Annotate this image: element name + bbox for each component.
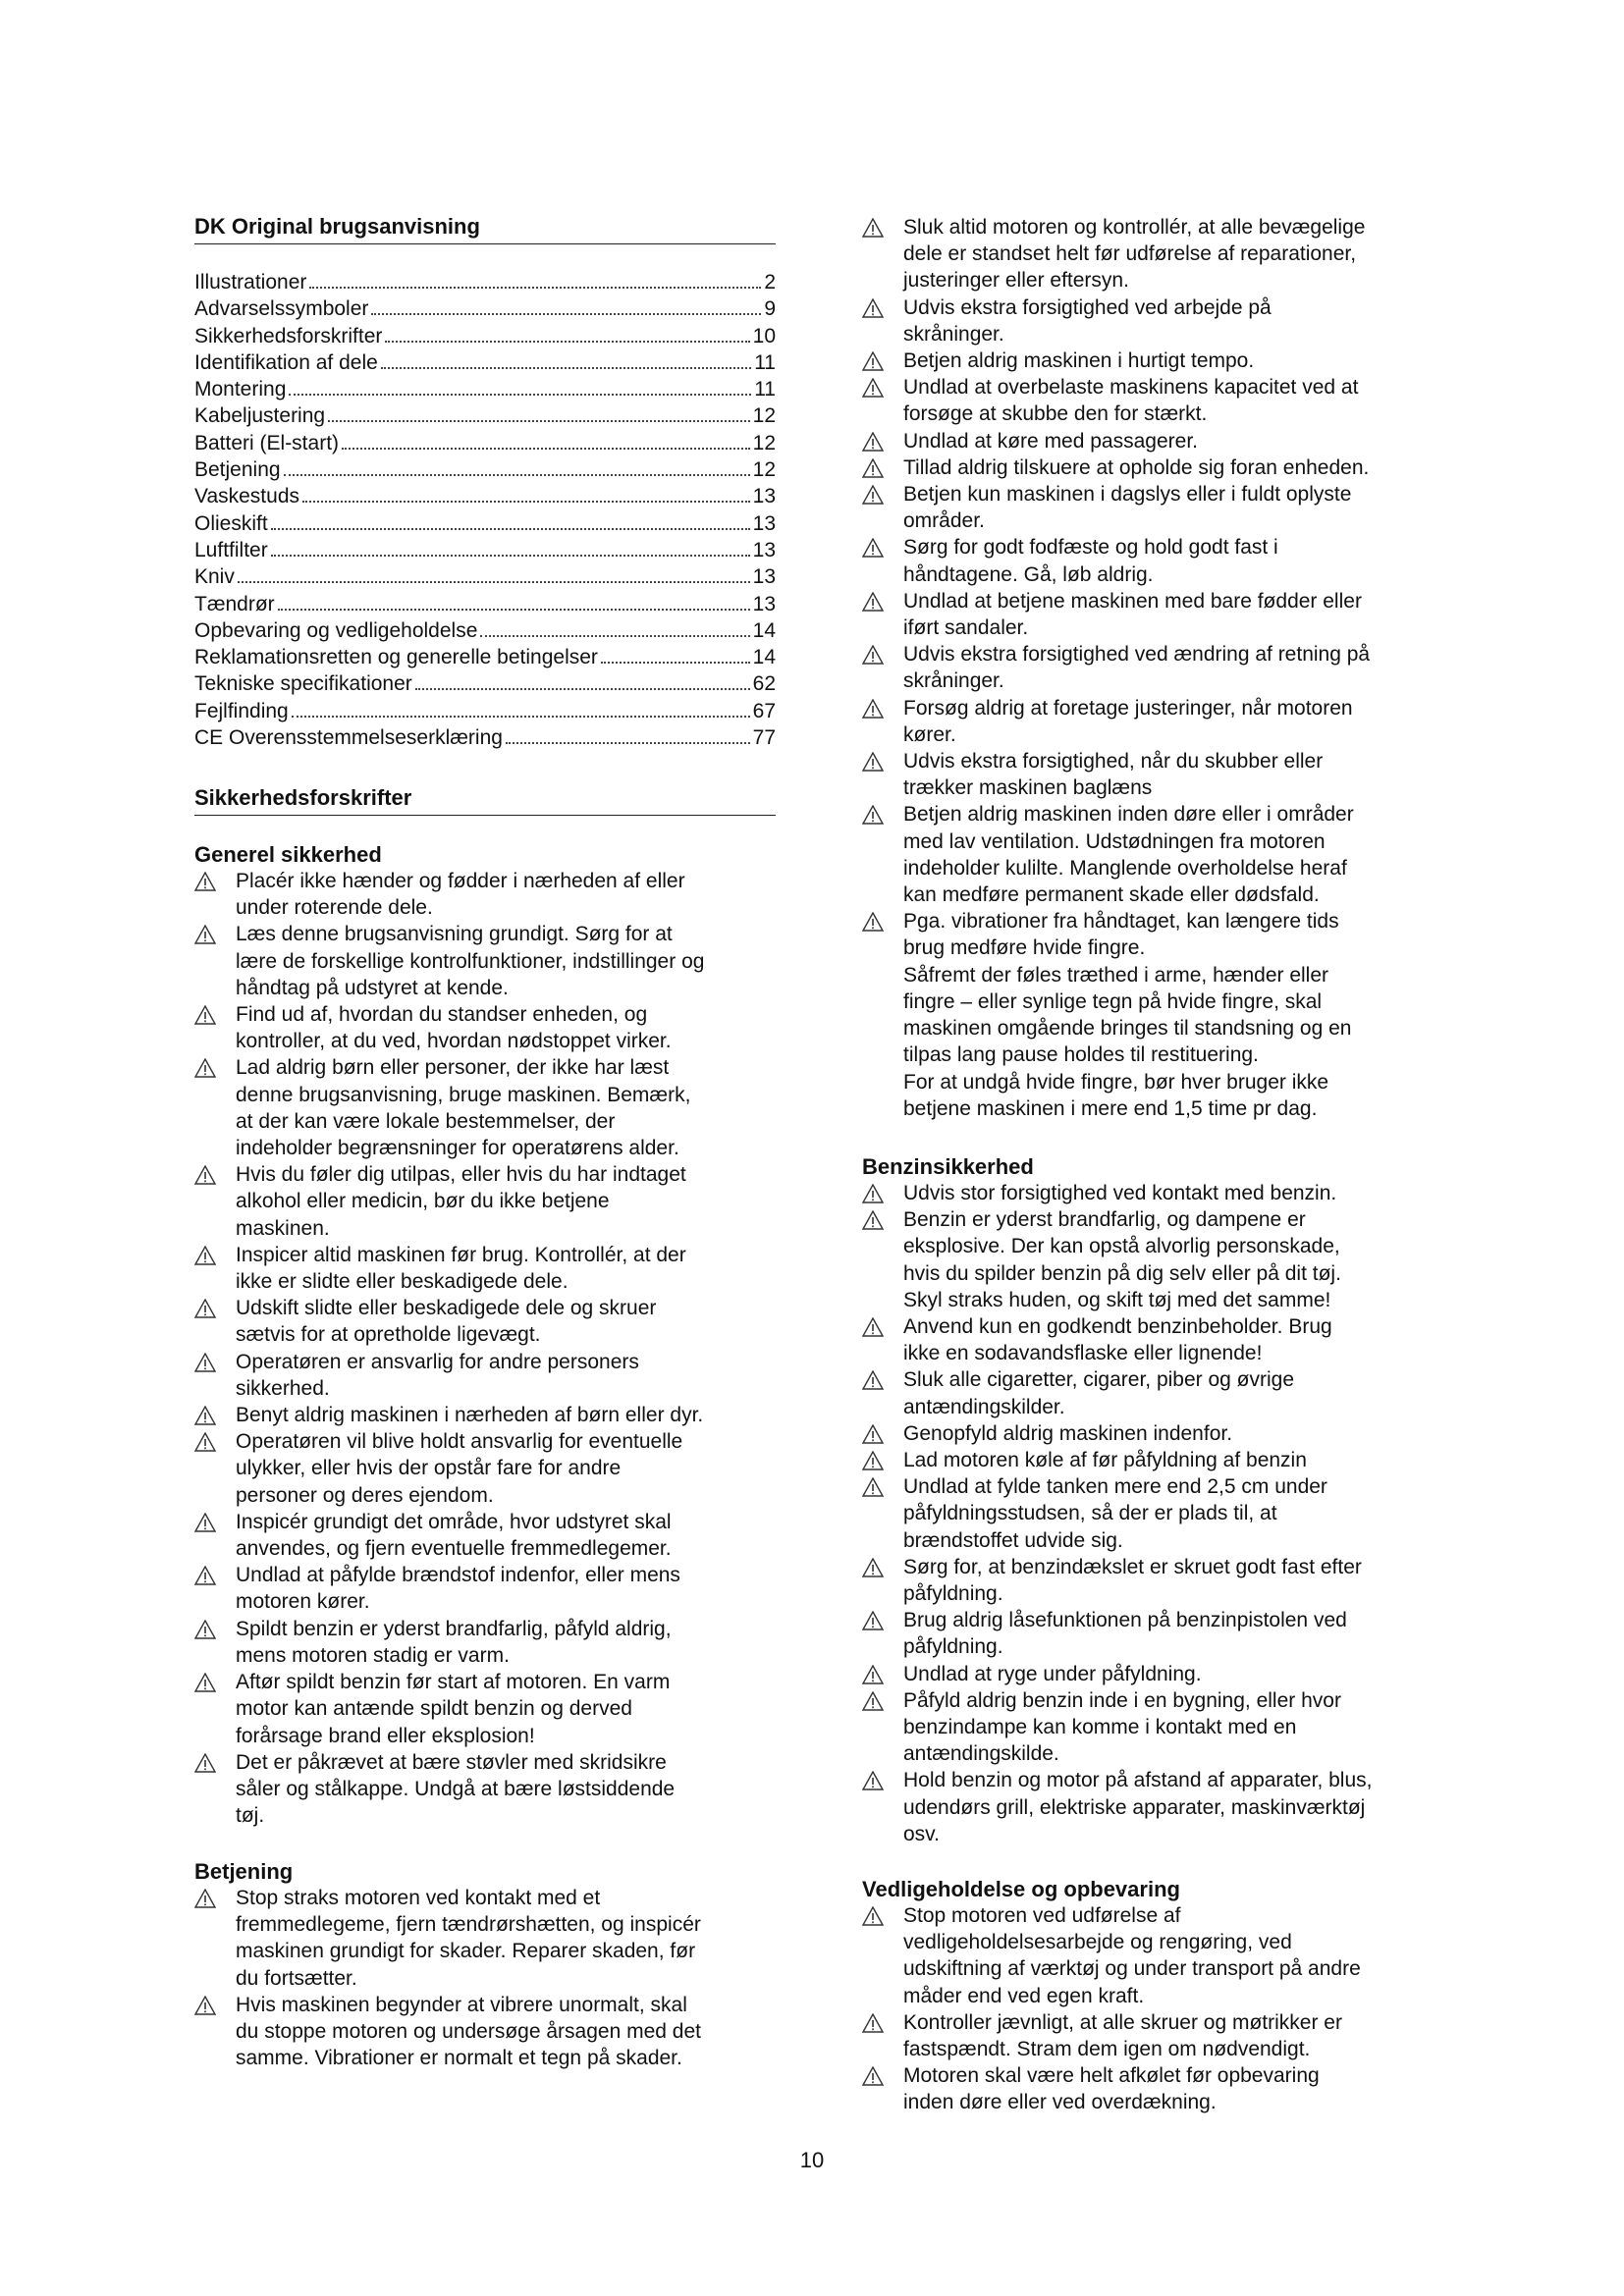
toc-page: 13 <box>752 511 776 535</box>
warning-text: Inspicer altid maskinen før brug. Kontrollér, at der ikke er slidte eller beskadigede dele. <box>236 1243 686 1294</box>
warning-text: Lad motoren køle af før påfyldning af benzin <box>903 1449 1307 1472</box>
warning-triangle-icon <box>862 351 884 371</box>
general-safety-title: Generel sikkerhed <box>194 842 382 867</box>
warning-triangle-icon <box>194 1165 216 1185</box>
toc-title: Betjening <box>194 458 281 482</box>
warning-item <box>194 1402 776 1428</box>
warning-triangle-icon <box>194 1246 216 1265</box>
toc-leader-dots <box>284 474 750 476</box>
warning-text: Stop motoren ved udførelse af vedligeholdelsesarbejde og rengøring, ved udskiftning af værktøj og under transport på andre måder end ved egen kraft. <box>903 1904 1361 2007</box>
warning-item <box>194 1054 776 1161</box>
toc-title: Vaskestuds <box>194 485 299 508</box>
fuel-safety-list <box>862 1180 1436 1847</box>
toc-page: 12 <box>752 458 776 482</box>
toc-row <box>194 726 776 753</box>
toc-leader-dots <box>415 688 750 690</box>
warning-text: Udskift slidte eller beskadigede dele og skruer sætvis for at opretholde ligevægt. <box>236 1297 657 1347</box>
warning-text: Operatøren er ansvarlig for andre personers sikkerhed. <box>236 1350 639 1400</box>
toc-title: Fejlfinding <box>194 699 289 722</box>
warning-text: Betjen kun maskinen i dagslys eller i fuldt oplyste områder. <box>903 483 1352 533</box>
operation-title: Betjening <box>194 1859 294 1884</box>
warning-text: Motoren skal være helt afkølet før opbevaring inden døre eller ved overdækning. <box>903 2064 1320 2114</box>
toc-page: 14 <box>752 646 776 669</box>
toc-title: Tekniske specifikationer <box>194 672 412 696</box>
toc-title: Advarselssymboler <box>194 297 369 321</box>
warning-triangle-icon <box>862 1477 884 1497</box>
warning-text: Undlad at køre med passagerer. <box>903 429 1198 453</box>
warning-item <box>862 2062 1436 2115</box>
warning-triangle-icon <box>862 1665 884 1684</box>
warning-item <box>862 1554 1436 1607</box>
warning-item <box>862 481 1436 534</box>
toc-leader-dots <box>506 742 750 744</box>
toc-row <box>194 351 776 378</box>
warning-item <box>194 1992 776 2072</box>
toc-page: 10 <box>752 324 776 347</box>
warning-text: Tillad aldrig tilskuere at opholde sig foran enheden. <box>903 455 1370 479</box>
toc-page: 11 <box>754 378 776 401</box>
toc-row <box>194 672 776 699</box>
warning-triangle-icon <box>194 1406 216 1425</box>
fuel-safety-title: Benzinsikkerhed <box>862 1154 1034 1179</box>
toc-title: Olieskift <box>194 511 268 535</box>
toc-leader-dots <box>381 367 751 369</box>
warning-item <box>194 921 776 1001</box>
warning-text: Undlad at betjene maskinen med bare fødder eller iført sandaler. <box>903 589 1362 640</box>
toc-row <box>194 297 776 324</box>
warning-text: Hvis du føler dig utilpas, eller hvis du har indtaget alkohol eller medicin, bør du ikke betjene maskinen. <box>236 1163 686 1240</box>
warning-text: Sluk alle cigaretter, cigarer, piber og øvrige antændingskilder. <box>903 1368 1295 1418</box>
toc-page: 2 <box>764 271 776 294</box>
warning-item <box>862 1767 1436 1847</box>
toc-page: 13 <box>752 485 776 508</box>
warning-triangle-icon <box>862 752 884 772</box>
toc-page: 67 <box>752 699 776 722</box>
warning-triangle-icon <box>862 1184 884 1203</box>
toc-leader-dots <box>278 609 750 611</box>
toc-page: 77 <box>752 726 776 750</box>
warning-triangle-icon <box>194 1566 216 1585</box>
warning-text: Undlad at ryge under påfyldning. <box>903 1662 1202 1685</box>
warning-triangle-icon <box>862 2013 884 2033</box>
toc-leader-dots <box>342 448 750 450</box>
toc-page: 9 <box>764 297 776 321</box>
warning-text: Udvis ekstra forsigtighed, når du skubber eller trækker maskinen baglæns <box>903 750 1324 800</box>
warning-item <box>862 748 1436 801</box>
warning-triangle-icon <box>194 1753 216 1773</box>
warning-triangle-icon <box>862 1210 884 1230</box>
operation-list-right <box>862 214 1436 1122</box>
warning-item <box>862 1447 1436 1473</box>
warning-item <box>862 347 1436 374</box>
general-safety-section <box>194 842 776 1829</box>
warning-text: Hvis maskinen begynder at vibrere unormalt, skal du stoppe motoren og undersøge årsagen med det samme. Vibrationer er normalt et tegn på skader. <box>236 1993 701 2070</box>
toc-row <box>194 325 776 351</box>
warning-triangle-icon <box>194 1058 216 1078</box>
warning-item <box>862 2009 1436 2062</box>
warning-item <box>194 1295 776 1348</box>
toc-leader-dots <box>601 662 750 664</box>
warning-text: Sørg for godt fodfæste og hold godt fast i håndtagene. Gå, løb aldrig. <box>903 536 1278 586</box>
warning-text: Anvend kun en godkendt benzinbeholder. Brug ikke en sodavandsflaske eller lignende! <box>903 1315 1332 1365</box>
warning-item <box>862 428 1436 454</box>
warning-item <box>862 695 1436 748</box>
warning-text: Pga. vibrationer fra håndtaget, kan længere tids brug medføre hvide fingre. Såfremt der føles træthed i arme, hænder eller fingre – eller synlige tegn på hvide fingre, skal maskinen omgående bringes til standsning og en tilpas lang pause holdes til restituering. For at undgå hvide fingre, bør hver bruger ikke betjene maskinen i mere end 1,5 time pr dag. <box>903 910 1352 1120</box>
warning-text: Læs denne brugsanvisning grundigt. Sørg for at lære de forskellige kontrolfunktioner, indstillinger og håndtag på udstyret at kende. <box>236 923 705 999</box>
warning-text: Sørg for, at benzindækslet er skruet godt fast efter påfyldning. <box>903 1555 1362 1606</box>
toc-title: Kniv <box>194 565 235 589</box>
toc-row <box>194 512 776 539</box>
warning-triangle-icon <box>862 1317 884 1337</box>
warning-text: Udvis stor forsigtighed ved kontakt med benzin. <box>903 1182 1337 1204</box>
warning-triangle-icon <box>194 1005 216 1025</box>
warning-item <box>194 1749 776 1830</box>
toc-page: 62 <box>752 672 776 696</box>
toc-leader-dots <box>271 555 750 557</box>
warning-item <box>862 1902 1436 2009</box>
toc-row <box>194 458 776 485</box>
warning-triangle-icon <box>194 1432 216 1452</box>
warning-triangle-icon <box>862 298 884 318</box>
warning-triangle-icon <box>862 1771 884 1790</box>
warning-item <box>862 1420 1436 1447</box>
warning-text: Hold benzin og motor på afstand af apparater, blus, udendørs grill, elektriske apparater, maskinværktøj osv. <box>903 1769 1373 1845</box>
toc-page: 12 <box>752 404 776 428</box>
document-title: DK Original brugsanvisning <box>194 214 776 244</box>
toc-title: Opbevaring og vedligeholdelse <box>194 618 478 642</box>
warning-triangle-icon <box>194 1889 216 1908</box>
warning-text: Undlad at fylde tanken mere end 2,5 cm under påfyldningsstudsen, så der er plads til, at brændstoffet udvide sig. <box>903 1475 1327 1552</box>
warning-item <box>862 534 1436 587</box>
warning-text: Spildt benzin er yderst brandfarlig, påfyld aldrig, mens motoren stadig er varm. <box>236 1617 672 1667</box>
warning-triangle-icon <box>194 1996 216 2015</box>
toc-title: Illustrationer <box>194 271 307 294</box>
warning-triangle-icon <box>862 2066 884 2086</box>
toc-leader-dots <box>480 635 749 637</box>
warning-triangle-icon <box>194 1620 216 1639</box>
warning-text: Undlad at påfylde brændstof indenfor, eller mens motoren kører. <box>236 1564 680 1614</box>
warning-triangle-icon <box>862 458 884 478</box>
table-of-contents <box>194 271 776 753</box>
toc-row <box>194 646 776 672</box>
toc-row <box>194 539 776 565</box>
warning-triangle-icon <box>194 872 216 891</box>
warning-item <box>862 214 1436 294</box>
warning-text: Udvis ekstra forsigtighed ved arbejde på skråninger. <box>903 295 1272 346</box>
warning-text: Undlad at overbelaste maskinens kapacitet ved at forsøge at skubbe den for stærkt. <box>903 376 1359 426</box>
warning-triangle-icon <box>862 432 884 452</box>
warning-text: Aftør spildt benzin før start af motoren. En varm motor kan antænde spildt benzin og derved forårsage brand eller eksplosion! <box>236 1671 671 1747</box>
toc-page: 13 <box>752 565 776 589</box>
warning-text: Kontroller jævnligt, at alle skruer og møtrikker er fastspændt. Stram dem igen om nødvendigt. <box>903 2010 1342 2061</box>
warning-text: Brug aldrig låsefunktionen på benzinpistolen ved påfyldning. <box>903 1609 1347 1659</box>
warning-item <box>862 374 1436 427</box>
warning-text: Stop straks motoren ved kontakt med et fremmedlegeme, fjern tændrørshætten, og inspicér maskinen grundigt for skader. Reparer skaden, før du fortsætter. <box>236 1887 701 1990</box>
warning-item <box>862 1687 1436 1768</box>
warning-triangle-icon <box>194 1513 216 1532</box>
warning-item <box>194 1001 776 1054</box>
toc-row <box>194 565 776 592</box>
warning-triangle-icon <box>194 1299 216 1318</box>
page-number: 10 <box>799 2148 825 2172</box>
toc-title: Reklamationsretten og generelle betingelser <box>194 646 598 669</box>
warning-triangle-icon <box>862 592 884 612</box>
warning-item <box>194 1349 776 1402</box>
warning-text: Operatøren vil blive holdt ansvarlig for eventuelle ulykker, eller hvis der opstår fare for andre personer og deres ejendom. <box>236 1430 683 1507</box>
warning-item <box>862 1313 1436 1366</box>
maintenance-section <box>862 1877 1436 2116</box>
warning-item <box>862 1180 1436 1206</box>
toc-row <box>194 271 776 297</box>
warning-text: Det er påkrævet at bære støvler med skridsikre såler og stålkappe. Undgå at bære løstsiddende tøj. <box>236 1750 676 1828</box>
toc-title: Kabeljustering <box>194 404 326 428</box>
warning-text: Find ud af, hvordan du standser enheden, og kontroller, at du ved, hvordan nødstoppet virker. <box>236 1003 672 1053</box>
warning-item <box>862 1366 1436 1419</box>
toc-page: 11 <box>754 350 776 374</box>
toc-title: Sikkerhedsforskrifter <box>194 324 383 347</box>
toc-row <box>194 485 776 511</box>
warning-item <box>194 1161 776 1242</box>
warning-triangle-icon <box>862 378 884 398</box>
warning-item <box>194 1428 776 1509</box>
warning-item <box>862 801 1436 908</box>
toc-leader-dots <box>289 394 751 396</box>
safety-title: Sikkerhedsforskrifter <box>194 785 776 816</box>
toc-leader-dots <box>271 528 750 530</box>
toc-title: Tændrør <box>194 592 275 615</box>
warning-triangle-icon <box>862 485 884 505</box>
warning-item <box>862 588 1436 641</box>
warning-triangle-icon <box>862 699 884 719</box>
warning-text: Inspicér grundigt det område, hvor udstyret skal anvendes, og fjern eventuelle fremmedlegemer. <box>236 1510 672 1561</box>
warning-item <box>862 641 1436 694</box>
warning-text: Genopfyld aldrig maskinen indenfor. <box>903 1421 1233 1445</box>
toc-row <box>194 404 776 431</box>
warning-item <box>194 1669 776 1749</box>
warning-item <box>862 1206 1436 1313</box>
toc-row <box>194 432 776 458</box>
warning-text: Placér ikke hænder og fødder i nærheden af eller under roterende dele. <box>236 870 685 920</box>
warning-triangle-icon <box>862 1424 884 1444</box>
toc-page: 13 <box>752 592 776 615</box>
warning-text: Påfyld aldrig benzin inde i en bygning, eller hvor benzindampe kan komme i kontakt med en antændingskilde. <box>903 1688 1341 1766</box>
warning-text: Betjen aldrig maskinen inden døre eller i områder med lav ventilation. Udstødningen fra motoren indeholder kulilte. Manglende overholdelse heraf kan medføre permanent skade eller dødsfald. <box>903 803 1354 907</box>
toc-leader-dots <box>292 716 750 718</box>
warning-text: Benzin er yderst brandfarlig, og dampene er eksplosive. Der kan opstå alvorlig personskade, hvis du spilder benzin på dig selv eller på dit tøj. Skyl straks huden, og skift tøj med det samme! <box>903 1208 1341 1311</box>
warning-text: Betjen aldrig maskinen i hurtigt tempo. <box>903 349 1255 373</box>
toc-page: 13 <box>752 538 776 561</box>
toc-leader-dots <box>238 581 750 583</box>
warning-item <box>194 1562 776 1615</box>
warning-text: Forsøg aldrig at foretage justeringer, når motoren kører. <box>903 696 1353 746</box>
warning-item <box>862 908 1436 1122</box>
operation-continued-section <box>862 214 1436 1122</box>
toc-leader-dots <box>371 313 761 315</box>
toc-leader-dots <box>309 287 761 289</box>
warning-item <box>194 1616 776 1669</box>
warning-triangle-icon <box>862 1906 884 1926</box>
toc-leader-dots <box>302 501 750 503</box>
toc-leader-dots <box>385 341 749 343</box>
warning-triangle-icon <box>862 538 884 558</box>
toc-title: CE Overensstemmelseserklæring <box>194 726 503 750</box>
toc-title: Identifikation af dele <box>194 350 378 374</box>
toc-row <box>194 619 776 646</box>
warning-triangle-icon <box>862 912 884 932</box>
general-safety-list <box>194 868 776 1829</box>
toc-title: Batteri (El-start) <box>194 431 340 454</box>
toc-row <box>194 378 776 404</box>
toc-page: 14 <box>752 618 776 642</box>
warning-item <box>862 294 1436 347</box>
fuel-safety-section <box>862 1154 1436 1847</box>
warning-triangle-icon <box>194 1673 216 1692</box>
warning-triangle-icon <box>862 1691 884 1711</box>
maintenance-title: Vedligeholdelse og opbevaring <box>862 1877 1180 1901</box>
safety-section-header <box>194 785 776 816</box>
maintenance-list <box>862 1902 1436 2116</box>
warning-triangle-icon <box>862 1558 884 1577</box>
warning-triangle-icon <box>862 1451 884 1470</box>
warning-text: Udvis ekstra forsigtighed ved ændring af retning på skråninger. <box>903 643 1371 693</box>
toc-leader-dots <box>328 420 750 422</box>
warning-item <box>862 1661 1436 1687</box>
warning-text: Lad aldrig børn eller personer, der ikke har læst denne brugsanvisning, bruge maskinen. Bemærk, at der kan være lokale bestemmelser, der indeholder begrænsninger for operatørens alder. <box>236 1056 691 1160</box>
warning-item <box>194 1885 776 1992</box>
warning-item <box>862 1607 1436 1660</box>
toc-row <box>194 593 776 619</box>
warning-text: Sluk altid motoren og kontrollér, at alle bevægelige dele er standset helt før udførelse af reparationer, justeringer eller eftersyn. <box>903 216 1366 293</box>
warning-triangle-icon <box>194 925 216 944</box>
warning-item <box>862 1473 1436 1554</box>
warning-item <box>194 1242 776 1295</box>
toc-page: 12 <box>752 431 776 454</box>
toc-title: Montering <box>194 378 287 401</box>
toc-row <box>194 700 776 726</box>
warning-item <box>194 1509 776 1562</box>
operation-list-left <box>194 1885 776 2071</box>
warning-triangle-icon <box>194 1353 216 1372</box>
operation-section <box>194 1859 776 2071</box>
warning-item <box>862 454 1436 481</box>
warning-item <box>194 868 776 921</box>
warning-triangle-icon <box>862 1611 884 1630</box>
warning-triangle-icon <box>862 645 884 665</box>
warning-triangle-icon <box>862 218 884 238</box>
warning-text: Benyt aldrig maskinen i nærheden af børn eller dyr. <box>236 1404 704 1427</box>
warning-triangle-icon <box>862 1370 884 1390</box>
warning-triangle-icon <box>862 805 884 825</box>
toc-title: Luftfilter <box>194 538 268 561</box>
